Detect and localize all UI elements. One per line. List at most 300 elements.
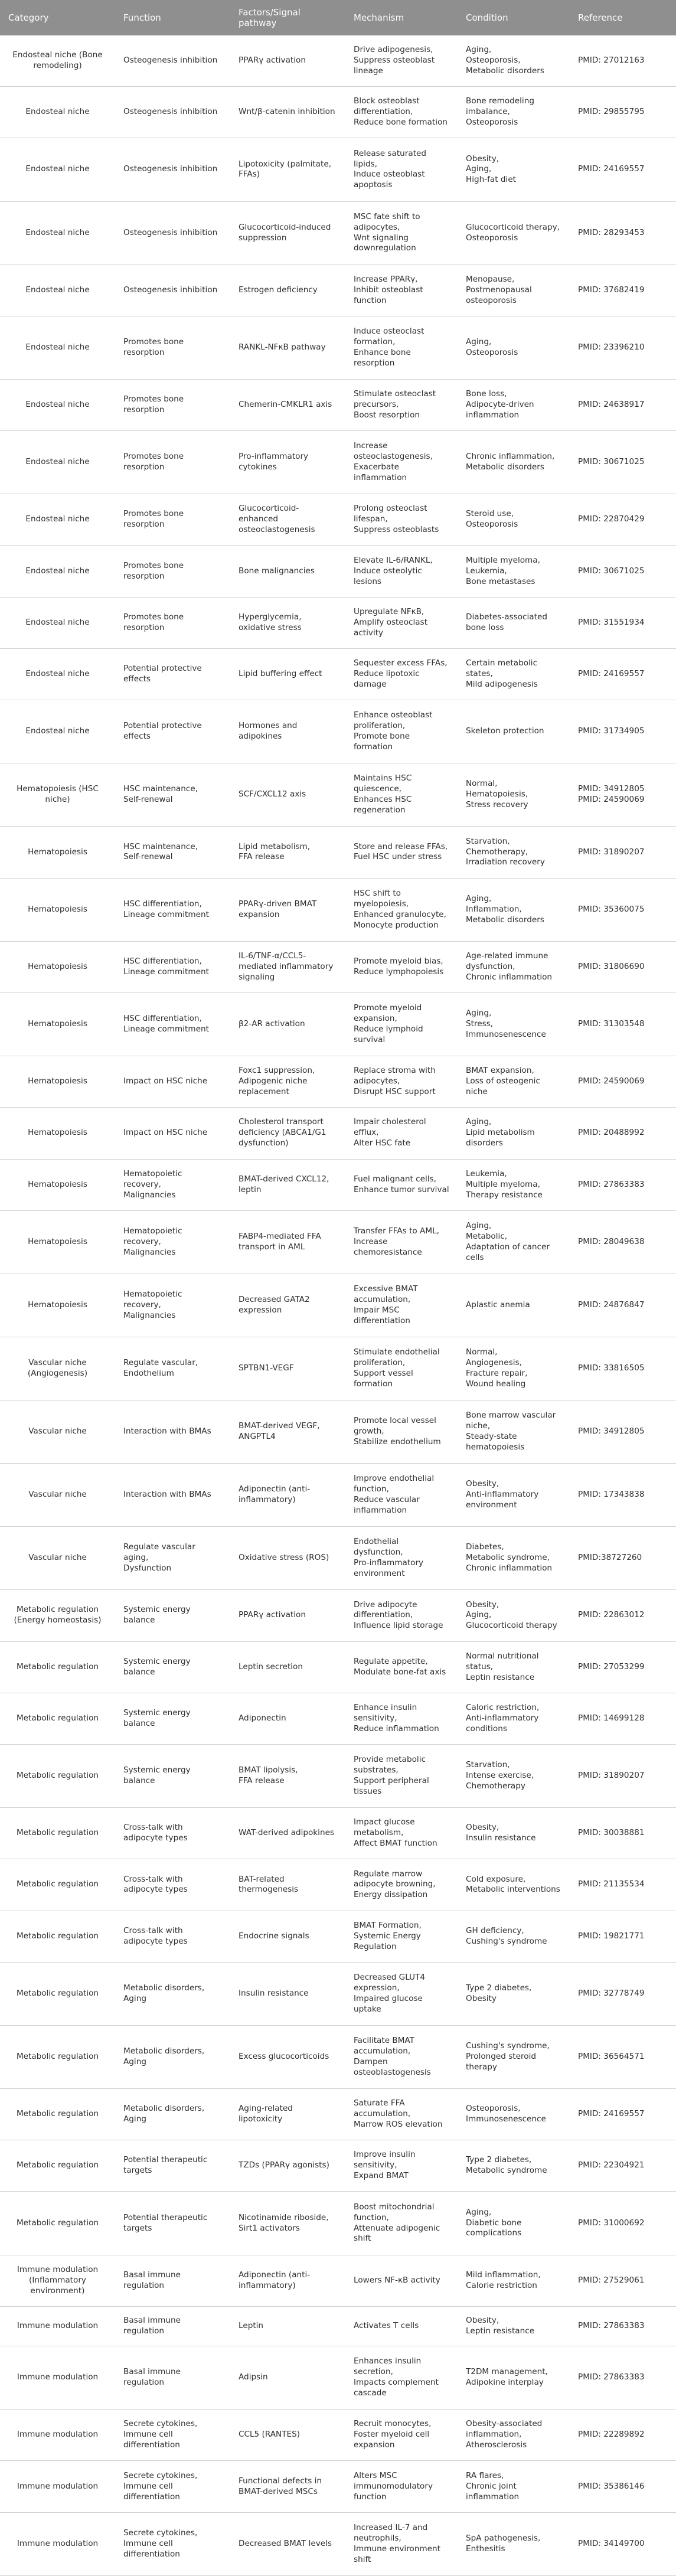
cell-condition: Certain metabolic states, Mild adipogenesis (458, 648, 570, 700)
cell-mechanism: Elevate IL-6/RANKL, Induce osteolytic lesions (345, 546, 458, 597)
cell-category: Endosteal niche (0, 201, 115, 265)
cell-mechanism: Boost mitochondrial function, Attenuate adipogenic shift (345, 2192, 458, 2255)
cell-factors: CCL5 (RANTES) (230, 2410, 345, 2461)
cell-factors: Hyperglycemia, oxidative stress (230, 597, 345, 648)
cell-category: Vascular niche (0, 1527, 115, 1590)
cell-condition: Obesity, Aging, Glucocorticoid therapy (458, 1590, 570, 1641)
cell-condition: Cold exposure, Metabolic interventions (458, 1859, 570, 1911)
table-row (0, 1337, 676, 1400)
cell-reference: PMID: 31000692 (570, 2192, 676, 2255)
cell-function: Interaction with BMAs (115, 1464, 230, 1527)
table-row (0, 2306, 676, 2346)
table-row (0, 1464, 676, 1527)
table-row (0, 1859, 676, 1911)
cell-condition: Obesity, Insulin resistance (458, 1808, 570, 1859)
table-row (0, 992, 676, 1056)
cell-condition: Aging, Osteoporosis, Metabolic disorders (458, 35, 570, 87)
cell-function: Systemic energy balance (115, 1590, 230, 1641)
table-row (0, 1808, 676, 1859)
cell-category: Hematopoiesis (0, 941, 115, 992)
cell-factors: Hormones and adipokines (230, 700, 345, 763)
cell-reference: PMID: 27529061 (570, 2255, 676, 2306)
cell-function: Regulate vascular, Endothelium (115, 1337, 230, 1400)
cell-category: Endosteal niche (0, 546, 115, 597)
cell-factors: Adipsin (230, 2346, 345, 2410)
table-header (0, 0, 676, 35)
cell-reference: PMID: 22870429 (570, 494, 676, 546)
cell-reference: PMID: 28049638 (570, 1210, 676, 1274)
cell-condition: Normal, Hematopoiesis, Stress recovery (458, 763, 570, 827)
cell-mechanism: Block osteoblast differentiation, Reduce bone formation (345, 87, 458, 138)
cell-mechanism: Regulate appetite, Modulate bone-fat axis (345, 1641, 458, 1693)
cell-condition: Aging, Metabolic, Adaptation of cancer cells (458, 1210, 570, 1274)
cell-reference: PMID: 22863012 (570, 1590, 676, 1641)
cell-function: HSC differentiation, Lineage commitment (115, 878, 230, 941)
cell-condition: Cushing's syndrome, Prolonged steroid therapy (458, 2025, 570, 2088)
cell-category: Metabolic regulation (0, 2025, 115, 2088)
cell-reference: PMID: 17343838 (570, 1464, 676, 1527)
cell-function: Potential protective effects (115, 648, 230, 700)
cell-reference: PMID: 34912805 PMID: 24590069 (570, 763, 676, 827)
cell-function: Potential therapeutic targets (115, 2140, 230, 2192)
table-row (0, 2025, 676, 2088)
cell-category: Metabolic regulation (0, 1808, 115, 1859)
cell-reference: PMID: 34912805 (570, 1400, 676, 1464)
cell-category: Endosteal niche (Bone remodeling) (0, 35, 115, 87)
table-row (0, 1962, 676, 2025)
cell-condition: Obesity, Aging, High-fat diet (458, 138, 570, 201)
cell-factors: Oxidative stress (ROS) (230, 1527, 345, 1590)
cell-function: Systemic energy balance (115, 1745, 230, 1808)
cell-mechanism: Replace stroma with adipocytes, Disrupt HSC support (345, 1056, 458, 1108)
cell-mechanism: Activates T cells (345, 2306, 458, 2346)
cell-mechanism: Drive adipogenesis, Suppress osteoblast lineage (345, 35, 458, 87)
table-row (0, 2140, 676, 2192)
cell-condition: Mild inflammation, Calorie restriction (458, 2255, 570, 2306)
cell-factors: Cholesterol transport deficiency (ABCA1/G1 dysfunction) (230, 1108, 345, 1159)
cell-factors: β2-AR activation (230, 992, 345, 1056)
cell-mechanism: Drive adipocyte differentiation, Influence lipid storage (345, 1590, 458, 1641)
table-row (0, 2461, 676, 2512)
cell-mechanism: Lowers NF-κB activity (345, 2255, 458, 2306)
cell-condition: Obesity-associated inflammation, Atherosclerosis (458, 2410, 570, 2461)
cell-condition: Normal nutritional status, Leptin resistance (458, 1641, 570, 1693)
cell-factors: Bone malignancies (230, 546, 345, 597)
cell-mechanism: Excessive BMAT accumulation, Impair MSC differentiation (345, 1274, 458, 1337)
table-row (0, 1745, 676, 1808)
cell-factors: Pro-inflammatory cytokines (230, 431, 345, 494)
cell-factors: Decreased GATA2 expression (230, 1274, 345, 1337)
cell-factors: FABP4-mediated FFA transport in AML (230, 1210, 345, 1274)
cell-function: Cross-talk with adipocyte types (115, 1859, 230, 1911)
cell-mechanism: Sequester excess FFAs, Reduce lipotoxic damage (345, 648, 458, 700)
header-category: Category (0, 0, 115, 35)
table-row (0, 878, 676, 941)
cell-factors: Excess glucocorticoids (230, 2025, 345, 2088)
cell-condition: Aging, Stress, Immunosenescence (458, 992, 570, 1056)
cell-factors: BMAT lipolysis, FFA release (230, 1745, 345, 1808)
cell-mechanism: Recruit monocytes, Foster myeloid cell expansion (345, 2410, 458, 2461)
cell-factors: IL-6/TNF-α/CCL5-mediated inflammatory signaling (230, 941, 345, 992)
cell-category: Hematopoiesis (0, 1108, 115, 1159)
cell-condition: Caloric restriction, Anti-inflammatory conditions (458, 1693, 570, 1744)
cell-condition: Skeleton protection (458, 700, 570, 763)
cell-reference: PMID: 31890207 (570, 827, 676, 878)
cell-factors: TZDs (PPARγ agonists) (230, 2140, 345, 2192)
cell-category: Immune modulation (0, 2410, 115, 2461)
header-reference: Reference (570, 0, 676, 35)
cell-condition: BMAT expansion, Loss of osteogenic niche (458, 1056, 570, 1108)
table-row (0, 265, 676, 316)
cell-condition: Aging, Diabetic bone complications (458, 2192, 570, 2255)
cell-condition: Aging, Lipid metabolism disorders (458, 1108, 570, 1159)
table-row (0, 1527, 676, 1590)
cell-condition: Multiple myeloma, Leukemia, Bone metastases (458, 546, 570, 597)
cell-reference: PMID: 22289892 (570, 2410, 676, 2461)
table-row (0, 87, 676, 138)
cell-reference: PMID: 24876847 (570, 1274, 676, 1337)
table-body (0, 35, 676, 2576)
cell-mechanism: Prolong osteoclast lifespan, Suppress osteoblasts (345, 494, 458, 546)
cell-factors: Adiponectin (anti-inflammatory) (230, 1464, 345, 1527)
header-mechanism: Mechanism (345, 0, 458, 35)
cell-function: Osteogenesis inhibition (115, 265, 230, 316)
cell-function: Basal immune regulation (115, 2255, 230, 2306)
cell-reference: PMID: 24590069 (570, 1056, 676, 1108)
cell-factors: WAT-derived adipokines (230, 1808, 345, 1859)
table-row (0, 763, 676, 827)
cell-function: HSC differentiation, Lineage commitment (115, 992, 230, 1056)
cell-condition: Diabetes, Metabolic syndrome, Chronic inflammation (458, 1527, 570, 1590)
cell-function: HSC maintenance, Self-renewal (115, 763, 230, 827)
cell-mechanism: Upregulate NFκB, Amplify osteoclast activity (345, 597, 458, 648)
cell-factors: Wnt/β-catenin inhibition (230, 87, 345, 138)
cell-factors: PPARγ activation (230, 35, 345, 87)
header-row (0, 0, 676, 35)
cell-mechanism: Facilitate BMAT accumulation, Dampen osteoblastogenesis (345, 2025, 458, 2088)
cell-mechanism: Induce osteoclast formation, Enhance bone resorption (345, 316, 458, 379)
cell-mechanism: Stimulate osteoclast precursors, Boost resorption (345, 379, 458, 430)
cell-mechanism: Release saturated lipids, Induce osteoblast apoptosis (345, 138, 458, 201)
cell-condition: Menopause, Postmenopausal osteoporosis (458, 265, 570, 316)
cell-reference: PMID: 21135534 (570, 1859, 676, 1911)
cell-factors: Insulin resistance (230, 1962, 345, 2025)
cell-function: Regulate vascular aging, Dysfunction (115, 1527, 230, 1590)
cell-mechanism: Increase osteoclastogenesis, Exacerbate inflammation (345, 431, 458, 494)
cell-mechanism: HSC shift to myelopoiesis, Enhanced granulocyte, Monocyte production (345, 878, 458, 941)
table-row (0, 316, 676, 379)
cell-factors: PPARγ-driven BMAT expansion (230, 878, 345, 941)
cell-category: Hematopoiesis (0, 1210, 115, 1274)
table-row (0, 1693, 676, 1744)
cell-factors: Glucocorticoid-enhanced osteoclastogenesis (230, 494, 345, 546)
table-row (0, 1056, 676, 1108)
cell-category: Metabolic regulation (0, 1745, 115, 1808)
cell-condition: GH deficiency, Cushing's syndrome (458, 1911, 570, 1962)
cell-function: Basal immune regulation (115, 2306, 230, 2346)
cell-function: Promotes bone resorption (115, 494, 230, 546)
cell-condition: Bone marrow vascular niche, Steady-state hematopoiesis (458, 1400, 570, 1464)
cell-factors: Chemerin-CMKLR1 axis (230, 379, 345, 430)
cell-function: Osteogenesis inhibition (115, 35, 230, 87)
cell-condition: Leukemia, Multiple myeloma, Therapy resistance (458, 1159, 570, 1210)
cell-category: Hematopoiesis (0, 1056, 115, 1108)
table-row (0, 201, 676, 265)
cell-function: Secrete cytokines, Immune cell differentiation (115, 2410, 230, 2461)
table-row (0, 1108, 676, 1159)
cell-function: Secrete cytokines, Immune cell differentiation (115, 2461, 230, 2512)
cell-condition: Osteoporosis, Immunosenescence (458, 2088, 570, 2140)
cell-reference: PMID: 32778749 (570, 1962, 676, 2025)
cell-category: Hematopoiesis (0, 827, 115, 878)
cell-factors: PPARγ activation (230, 1590, 345, 1641)
cell-function: Potential therapeutic targets (115, 2192, 230, 2255)
header-factors: Factors/Signal pathway (230, 0, 345, 35)
cell-function: Cross-talk with adipocyte types (115, 1911, 230, 1962)
cell-reference: PMID: 30671025 (570, 431, 676, 494)
cell-function: Impact on HSC niche (115, 1108, 230, 1159)
table-row (0, 379, 676, 430)
cell-reference: PMID: 23396210 (570, 316, 676, 379)
cell-reference: PMID: 31551934 (570, 597, 676, 648)
cell-category: Immune modulation (0, 2461, 115, 2512)
cell-mechanism: Enhance insulin sensitivity, Reduce inflammation (345, 1693, 458, 1744)
cell-reference: PMID: 27863383 (570, 1159, 676, 1210)
cell-mechanism: Improve endothelial function, Reduce vascular inflammation (345, 1464, 458, 1527)
table-row (0, 1274, 676, 1337)
cell-mechanism: Decreased GLUT4 expression, Impaired glucose uptake (345, 1962, 458, 2025)
cell-condition: Type 2 diabetes, Obesity (458, 1962, 570, 2025)
table-row (0, 1590, 676, 1641)
cell-reference: PMID: 24169557 (570, 2088, 676, 2140)
cell-factors: RANKL-NFκB pathway (230, 316, 345, 379)
cell-factors: Glucocorticoid-induced suppression (230, 201, 345, 265)
cell-category: Endosteal niche (0, 597, 115, 648)
cell-factors: Lipotoxicity (palmitate, FFAs) (230, 138, 345, 201)
cell-reference: PMID: 37682419 (570, 265, 676, 316)
cell-function: HSC maintenance, Self-renewal (115, 827, 230, 878)
cell-reference: PMID: 29855795 (570, 87, 676, 138)
cell-category: Endosteal niche (0, 316, 115, 379)
cell-condition: Aging, Inflammation, Metabolic disorders (458, 878, 570, 941)
cell-category: Immune modulation (Inflammatory environment) (0, 2255, 115, 2306)
cell-function: Systemic energy balance (115, 1693, 230, 1744)
cell-category: Hematopoiesis (0, 1274, 115, 1337)
cell-factors: Decreased BMAT levels (230, 2512, 345, 2575)
cell-mechanism: MSC fate shift to adipocytes, Wnt signaling downregulation (345, 201, 458, 265)
cell-condition: T2DM management, Adipokine interplay (458, 2346, 570, 2410)
cell-category: Endosteal niche (0, 431, 115, 494)
cell-condition: Glucocorticoid therapy, Osteoporosis (458, 201, 570, 265)
cell-category: Endosteal niche (0, 648, 115, 700)
cell-category: Metabolic regulation (0, 1859, 115, 1911)
cell-factors: Aging-related lipotoxicity (230, 2088, 345, 2140)
table-row (0, 2512, 676, 2575)
cell-factors: Functional defects in BMAT-derived MSCs (230, 2461, 345, 2512)
cell-reference: PMID: 30671025 (570, 546, 676, 597)
cell-function: Systemic energy balance (115, 1641, 230, 1693)
table-row (0, 648, 676, 700)
cell-factors: Estrogen deficiency (230, 265, 345, 316)
cell-reference: PMID: 31734905 (570, 700, 676, 763)
cell-function: Cross-talk with adipocyte types (115, 1808, 230, 1859)
cell-mechanism: Regulate marrow adipocyte browning, Energy dissipation (345, 1859, 458, 1911)
cell-category: Hematopoiesis (HSC niche) (0, 763, 115, 827)
cell-mechanism: Transfer FFAs to AML, Increase chemoresistance (345, 1210, 458, 1274)
cell-mechanism: Saturate FFA accumulation, Marrow ROS elevation (345, 2088, 458, 2140)
cell-condition: Steroid use, Osteoporosis (458, 494, 570, 546)
cell-mechanism: Increase PPARγ, Inhibit osteoblast function (345, 265, 458, 316)
cell-category: Immune modulation (0, 2512, 115, 2575)
cell-mechanism: Impair cholesterol efflux, Alter HSC fate (345, 1108, 458, 1159)
cell-condition: Bone loss, Adipocyte-driven inflammation (458, 379, 570, 430)
cell-condition: Starvation, Intense exercise, Chemotherapy (458, 1745, 570, 1808)
cell-condition: SpA pathogenesis, Enthesitis (458, 2512, 570, 2575)
cell-reference: PMID: 28293453 (570, 201, 676, 265)
cell-function: Promotes bone resorption (115, 597, 230, 648)
cell-factors: Nicotinamide riboside, Sirt1 activators (230, 2192, 345, 2255)
cell-category: Vascular niche (0, 1400, 115, 1464)
table-row (0, 1911, 676, 1962)
cell-category: Metabolic regulation (0, 2140, 115, 2192)
table-row (0, 700, 676, 763)
cell-condition: Obesity, Anti-inflammatory environment (458, 1464, 570, 1527)
cell-condition: Chronic inflammation, Metabolic disorders (458, 431, 570, 494)
table-row (0, 597, 676, 648)
cell-category: Hematopoiesis (0, 878, 115, 941)
table-row (0, 1159, 676, 1210)
cell-category: Hematopoiesis (0, 992, 115, 1056)
cell-category: Metabolic regulation (0, 1693, 115, 1744)
cell-mechanism: BMAT Formation, Systemic Energy Regulation (345, 1911, 458, 1962)
cell-function: Osteogenesis inhibition (115, 138, 230, 201)
cell-category: Immune modulation (0, 2306, 115, 2346)
cell-reference: PMID: 27863383 (570, 2306, 676, 2346)
cell-function: Metabolic disorders, Aging (115, 1962, 230, 2025)
cell-condition: Aplastic anemia (458, 1274, 570, 1337)
cell-category: Endosteal niche (0, 87, 115, 138)
table-row (0, 941, 676, 992)
table-row (0, 1210, 676, 1274)
header-condition: Condition (458, 0, 570, 35)
table-row (0, 1400, 676, 1464)
cell-factors: Endocrine signals (230, 1911, 345, 1962)
cell-condition: Age-related immune dysfunction, Chronic inflammation (458, 941, 570, 992)
table-row (0, 2088, 676, 2140)
cell-category: Metabolic regulation (0, 2192, 115, 2255)
table-row (0, 2192, 676, 2255)
cell-function: Promotes bone resorption (115, 379, 230, 430)
cell-category: Immune modulation (0, 2346, 115, 2410)
cell-category: Endosteal niche (0, 494, 115, 546)
cell-reference: PMID: 35386146 (570, 2461, 676, 2512)
cell-reference: PMID: 36564571 (570, 2025, 676, 2088)
cell-condition: RA flares, Chronic joint inflammation (458, 2461, 570, 2512)
cell-reference: PMID: 19821771 (570, 1911, 676, 1962)
cell-function: Secrete cytokines, Immune cell differentiation (115, 2512, 230, 2575)
cell-function: Promotes bone resorption (115, 431, 230, 494)
cell-reference: PMID: 24638917 (570, 379, 676, 430)
cell-function: Promotes bone resorption (115, 316, 230, 379)
cell-reference: PMID:38727260 (570, 1527, 676, 1590)
cell-function: Metabolic disorders, Aging (115, 2088, 230, 2140)
cell-function: Impact on HSC niche (115, 1056, 230, 1108)
cell-category: Endosteal niche (0, 700, 115, 763)
cell-category: Metabolic regulation (0, 1641, 115, 1693)
cell-reference: PMID: 24169557 (570, 648, 676, 700)
cell-reference: PMID: 31890207 (570, 1745, 676, 1808)
table-row (0, 2410, 676, 2461)
cell-function: Hematopoietic recovery, Malignancies (115, 1274, 230, 1337)
cell-mechanism: Provide metabolic substrates, Support peripheral tissues (345, 1745, 458, 1808)
cell-reference: PMID: 20488992 (570, 1108, 676, 1159)
table-row (0, 827, 676, 878)
cell-mechanism: Stimulate endothelial proliferation, Support vessel formation (345, 1337, 458, 1400)
cell-reference: PMID: 31806690 (570, 941, 676, 992)
cell-function: Osteogenesis inhibition (115, 87, 230, 138)
cell-function: Hematopoietic recovery, Malignancies (115, 1210, 230, 1274)
cell-mechanism: Promote myeloid expansion, Reduce lymphoid survival (345, 992, 458, 1056)
cell-function: Hematopoietic recovery, Malignancies (115, 1159, 230, 1210)
cell-mechanism: Store and release FFAs, Fuel HSC under stress (345, 827, 458, 878)
cell-category: Metabolic regulation (Energy homeostasis) (0, 1590, 115, 1641)
cell-factors: BMAT-derived CXCL12, leptin (230, 1159, 345, 1210)
cell-function: Interaction with BMAs (115, 1400, 230, 1464)
table-row (0, 494, 676, 546)
header-function: Function (115, 0, 230, 35)
cell-factors: Lipid metabolism, FFA release (230, 827, 345, 878)
cell-condition: Aging, Osteoporosis (458, 316, 570, 379)
table-row (0, 2346, 676, 2410)
cell-factors: Lipid buffering effect (230, 648, 345, 700)
cell-reference: PMID: 30038881 (570, 1808, 676, 1859)
cell-mechanism: Promote myeloid bias, Reduce lymphopoiesis (345, 941, 458, 992)
cell-reference: PMID: 27863383 (570, 2346, 676, 2410)
cell-reference: PMID: 27053299 (570, 1641, 676, 1693)
cell-factors: Adiponectin (anti-inflammatory) (230, 2255, 345, 2306)
table-row (0, 546, 676, 597)
cell-condition: Obesity, Leptin resistance (458, 2306, 570, 2346)
cell-factors: BAT-related thermogenesis (230, 1859, 345, 1911)
cell-category: Metabolic regulation (0, 1962, 115, 2025)
cell-factors: SPTBN1-VEGF (230, 1337, 345, 1400)
cell-mechanism: Impact glucose metabolism, Affect BMAT function (345, 1808, 458, 1859)
cell-category: Vascular niche (Angiogenesis) (0, 1337, 115, 1400)
cell-function: Basal immune regulation (115, 2346, 230, 2410)
cell-reference: PMID: 24169557 (570, 138, 676, 201)
cell-condition: Diabetes-associated bone loss (458, 597, 570, 648)
cell-reference: PMID: 33816505 (570, 1337, 676, 1400)
cell-condition: Normal, Angiogenesis, Fracture repair, Wound healing (458, 1337, 570, 1400)
cell-mechanism: Alters MSC immunomodulatory function (345, 2461, 458, 2512)
cell-mechanism: Enhance osteoblast proliferation, Promote bone formation (345, 700, 458, 763)
cell-category: Metabolic regulation (0, 2088, 115, 2140)
cell-factors: Leptin secretion (230, 1641, 345, 1693)
table-row (0, 35, 676, 87)
table-row (0, 431, 676, 494)
cell-category: Vascular niche (0, 1464, 115, 1527)
cell-factors: Foxc1 suppression, Adipogenic niche replacement (230, 1056, 345, 1108)
cell-category: Endosteal niche (0, 265, 115, 316)
cell-category: Endosteal niche (0, 138, 115, 201)
cell-function: HSC differentiation, Lineage commitment (115, 941, 230, 992)
cell-reference: PMID: 27012163 (570, 35, 676, 87)
cell-reference: PMID: 14699128 (570, 1693, 676, 1744)
cell-category: Endosteal niche (0, 379, 115, 430)
cell-condition: Bone remodeling imbalance, Osteoporosis (458, 87, 570, 138)
cell-mechanism: Promote local vessel growth, Stabilize endothelium (345, 1400, 458, 1464)
cell-function: Metabolic disorders, Aging (115, 2025, 230, 2088)
